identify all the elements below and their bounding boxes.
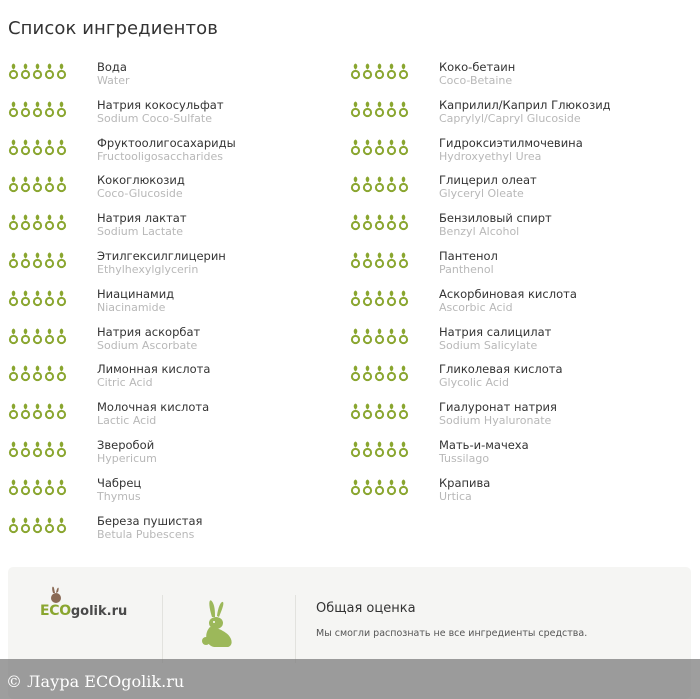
ingredient-name[interactable]: Этилгексилглицерин bbox=[97, 248, 226, 263]
leaf-icon bbox=[374, 479, 385, 496]
leaf-icon bbox=[32, 403, 43, 420]
leaf-icon bbox=[56, 101, 67, 118]
leaf-icon bbox=[8, 365, 19, 382]
card-divider-1 bbox=[162, 595, 163, 663]
ingredient-row[interactable] bbox=[350, 58, 690, 96]
ingredient-name[interactable]: Кокоглюкозид bbox=[97, 173, 185, 188]
leaf-icon bbox=[386, 139, 397, 156]
safety-rating bbox=[350, 403, 409, 420]
safety-rating bbox=[8, 403, 67, 420]
leaf-icon bbox=[8, 252, 19, 269]
ingredient-name[interactable]: Глицерил олеат bbox=[439, 173, 537, 188]
leaf-icon bbox=[44, 479, 55, 496]
ingredient-row[interactable] bbox=[8, 474, 348, 512]
leaf-icon bbox=[398, 290, 409, 307]
ingredient-row[interactable] bbox=[350, 474, 690, 512]
ingredient-latin-name: Thymus bbox=[97, 489, 141, 503]
leaf-icon bbox=[386, 441, 397, 458]
safety-rating bbox=[8, 290, 67, 307]
leaf-icon bbox=[350, 139, 361, 156]
leaf-icon bbox=[398, 479, 409, 496]
leaf-icon bbox=[362, 176, 373, 193]
leaf-icon bbox=[398, 101, 409, 118]
ingredient-latin-name: Sodium Ascorbate bbox=[97, 338, 198, 352]
safety-rating bbox=[8, 479, 67, 496]
leaf-icon bbox=[44, 101, 55, 118]
overall-rating-title: Общая оценка bbox=[316, 601, 416, 616]
leaf-icon bbox=[374, 365, 385, 382]
leaf-icon bbox=[20, 290, 31, 307]
ingredient-latin-name: Ascorbic Acid bbox=[439, 300, 513, 314]
ingredient-row[interactable] bbox=[350, 436, 690, 474]
leaf-icon bbox=[56, 214, 67, 231]
leaf-icon bbox=[362, 139, 373, 156]
safety-rating bbox=[350, 252, 409, 269]
safety-rating bbox=[350, 176, 409, 193]
safety-rating bbox=[8, 252, 67, 269]
ingredient-row[interactable] bbox=[8, 209, 348, 247]
ingredient-row[interactable] bbox=[350, 398, 690, 436]
leaf-icon bbox=[8, 403, 19, 420]
leaf-icon bbox=[32, 101, 43, 118]
ingredient-row[interactable] bbox=[350, 134, 690, 172]
ingredient-name[interactable]: Гидроксиэтилмочевина bbox=[439, 135, 583, 150]
leaf-icon bbox=[8, 63, 19, 80]
leaf-icon bbox=[8, 139, 19, 156]
safety-rating bbox=[8, 139, 67, 156]
safety-rating bbox=[8, 214, 67, 231]
ingredient-column-left bbox=[8, 58, 348, 549]
leaf-icon bbox=[374, 403, 385, 420]
leaf-icon bbox=[362, 328, 373, 345]
ingredient-row[interactable] bbox=[350, 96, 690, 134]
safety-rating bbox=[350, 290, 409, 307]
logo-bunny-icon bbox=[49, 585, 65, 607]
leaf-icon bbox=[350, 63, 361, 80]
leaf-icon bbox=[8, 176, 19, 193]
leaf-icon bbox=[362, 441, 373, 458]
leaf-icon bbox=[386, 176, 397, 193]
leaf-icon bbox=[386, 479, 397, 496]
leaf-icon bbox=[386, 365, 397, 382]
safety-rating bbox=[8, 328, 67, 345]
leaf-icon bbox=[398, 252, 409, 269]
leaf-icon bbox=[20, 517, 31, 534]
ingredient-row[interactable] bbox=[8, 436, 348, 474]
watermark-text: © Лаура ECOgolik.ru bbox=[6, 672, 185, 691]
ingredient-name[interactable]: Коко-бетаин bbox=[439, 60, 516, 74]
ingredient-row[interactable] bbox=[8, 58, 348, 96]
leaf-icon bbox=[44, 517, 55, 534]
leaf-icon bbox=[374, 441, 385, 458]
leaf-icon bbox=[362, 101, 373, 118]
leaf-icon bbox=[44, 63, 55, 80]
leaf-icon bbox=[56, 365, 67, 382]
ingredient-row[interactable] bbox=[350, 360, 690, 398]
leaf-icon bbox=[386, 403, 397, 420]
leaf-icon bbox=[56, 403, 67, 420]
leaf-icon bbox=[8, 479, 19, 496]
ingredient-name[interactable]: Гликолевая кислота bbox=[439, 362, 563, 377]
safety-rating bbox=[350, 101, 409, 118]
page-title: Список ингредиентов bbox=[8, 18, 218, 39]
leaf-icon bbox=[44, 403, 55, 420]
overall-rating-note: Мы смогли распознать не все ингредиенты средства. bbox=[316, 628, 588, 639]
ingredient-row[interactable] bbox=[8, 512, 348, 550]
leaf-icon bbox=[362, 403, 373, 420]
leaf-icon bbox=[8, 214, 19, 231]
ingredient-latin-name: Tussilago bbox=[439, 451, 490, 465]
leaf-icon bbox=[398, 403, 409, 420]
leaf-icon bbox=[56, 517, 67, 534]
leaf-icon bbox=[350, 176, 361, 193]
ingredient-name[interactable]: Бензиловый спирт bbox=[439, 211, 552, 226]
safety-rating bbox=[8, 517, 67, 534]
leaf-icon bbox=[44, 139, 55, 156]
leaf-icon bbox=[20, 441, 31, 458]
safety-rating bbox=[350, 479, 409, 496]
ingredient-row[interactable] bbox=[8, 134, 348, 172]
rabbit-icon bbox=[198, 597, 238, 649]
leaf-icon bbox=[350, 252, 361, 269]
ingredient-name[interactable]: Каприлил/Каприл Глюкозид bbox=[439, 97, 611, 112]
ingredient-latin-name: Panthenol bbox=[439, 262, 494, 276]
safety-rating bbox=[350, 63, 409, 80]
ingredient-name[interactable]: Гиалуронат натрия bbox=[439, 400, 557, 415]
leaf-icon bbox=[350, 214, 361, 231]
ingredient-latin-name: Sodium Lactate bbox=[97, 225, 183, 239]
ingredient-row[interactable] bbox=[350, 285, 690, 323]
leaf-icon bbox=[44, 214, 55, 231]
leaf-icon bbox=[56, 441, 67, 458]
leaf-icon bbox=[20, 328, 31, 345]
leaf-icon bbox=[374, 139, 385, 156]
leaf-icon bbox=[386, 214, 397, 231]
ingredient-latin-name: Sodium Salicylate bbox=[439, 338, 538, 352]
leaf-icon bbox=[32, 139, 43, 156]
leaf-icon bbox=[32, 176, 43, 193]
leaf-icon bbox=[374, 214, 385, 231]
ingredient-latin-name: Sodium Coco-Sulfate bbox=[97, 111, 213, 125]
ingredient-latin-name: Water bbox=[97, 74, 130, 87]
ingredient-row[interactable] bbox=[8, 171, 348, 209]
leaf-icon bbox=[386, 63, 397, 80]
leaf-icon bbox=[350, 479, 361, 496]
ingredient-column-right bbox=[350, 58, 690, 512]
leaf-icon bbox=[386, 101, 397, 118]
leaf-icon bbox=[386, 328, 397, 345]
leaf-icon bbox=[56, 176, 67, 193]
ingredient-name[interactable]: Молочная кислота bbox=[97, 400, 210, 415]
leaf-icon bbox=[56, 63, 67, 80]
leaf-icon bbox=[398, 328, 409, 345]
leaf-icon bbox=[362, 479, 373, 496]
ingredient-name[interactable]: Пантенол bbox=[439, 248, 498, 263]
safety-rating bbox=[350, 139, 409, 156]
leaf-icon bbox=[56, 290, 67, 307]
leaf-icon bbox=[32, 290, 43, 307]
leaf-icon bbox=[32, 479, 43, 496]
leaf-icon bbox=[398, 139, 409, 156]
leaf-icon bbox=[398, 214, 409, 231]
ingredient-name[interactable]: Ниацинамид bbox=[97, 286, 175, 301]
leaf-icon bbox=[398, 441, 409, 458]
ingredient-name[interactable]: Лимонная кислота bbox=[97, 362, 211, 377]
ingredient-name[interactable]: Береза пушистая bbox=[97, 513, 203, 528]
leaf-icon bbox=[362, 252, 373, 269]
leaf-icon bbox=[362, 365, 373, 382]
ingredient-latin-name: Caprylyl/Capryl Glucoside bbox=[439, 111, 581, 125]
leaf-icon bbox=[350, 290, 361, 307]
leaf-icon bbox=[32, 365, 43, 382]
leaf-icon bbox=[20, 365, 31, 382]
leaf-icon bbox=[350, 403, 361, 420]
leaf-icon bbox=[362, 63, 373, 80]
leaf-icon bbox=[32, 328, 43, 345]
leaf-icon bbox=[350, 441, 361, 458]
ingredient-latin-name: Fructooligosaccharides bbox=[97, 149, 224, 163]
leaf-icon bbox=[20, 479, 31, 496]
leaf-icon bbox=[386, 252, 397, 269]
ingredient-row[interactable] bbox=[8, 285, 348, 323]
ingredient-row[interactable] bbox=[350, 247, 690, 285]
leaf-icon bbox=[56, 328, 67, 345]
ingredient-latin-name: Glyceryl Oleate bbox=[439, 187, 524, 201]
safety-rating bbox=[8, 176, 67, 193]
ingredient-latin-name: Urtica bbox=[439, 489, 472, 503]
ingredient-name[interactable]: Зверобой bbox=[97, 437, 155, 452]
leaf-icon bbox=[44, 441, 55, 458]
leaf-icon bbox=[398, 63, 409, 80]
leaf-icon bbox=[32, 517, 43, 534]
leaf-icon bbox=[8, 101, 19, 118]
ingredient-row[interactable] bbox=[8, 247, 348, 285]
safety-rating bbox=[8, 365, 67, 382]
leaf-icon bbox=[44, 252, 55, 269]
ingredient-latin-name: Hypericum bbox=[97, 451, 157, 465]
logo-eco-text: ECO bbox=[40, 603, 71, 619]
leaf-icon bbox=[374, 328, 385, 345]
leaf-icon bbox=[32, 441, 43, 458]
leaf-icon bbox=[20, 403, 31, 420]
ingredient-name[interactable]: Чабрец bbox=[97, 475, 142, 490]
leaf-icon bbox=[398, 176, 409, 193]
safety-rating bbox=[8, 101, 67, 118]
leaf-icon bbox=[44, 176, 55, 193]
ingredient-name[interactable]: Фруктоолигосахариды bbox=[97, 135, 236, 150]
ingredient-latin-name: Betula Pubescens bbox=[97, 527, 195, 541]
leaf-icon bbox=[44, 365, 55, 382]
leaf-icon bbox=[350, 365, 361, 382]
ingredient-latin-name: Hydroxyethyl Urea bbox=[439, 149, 542, 163]
ingredient-row[interactable] bbox=[8, 323, 348, 361]
safety-rating bbox=[350, 214, 409, 231]
leaf-icon bbox=[374, 176, 385, 193]
leaf-icon bbox=[8, 441, 19, 458]
leaf-icon bbox=[44, 328, 55, 345]
leaf-icon bbox=[20, 176, 31, 193]
ecogolik-logo[interactable] bbox=[40, 603, 127, 619]
leaf-icon bbox=[20, 139, 31, 156]
leaf-icon bbox=[386, 290, 397, 307]
watermark-bar bbox=[0, 659, 700, 699]
leaf-icon bbox=[20, 101, 31, 118]
ingredient-row[interactable] bbox=[8, 398, 348, 436]
leaf-icon bbox=[362, 290, 373, 307]
leaf-icon bbox=[56, 139, 67, 156]
ingredient-row[interactable] bbox=[8, 96, 348, 134]
ingredient-row[interactable] bbox=[8, 360, 348, 398]
ingredient-name[interactable]: Натрия аскорбат bbox=[97, 324, 201, 339]
ingredient-latin-name: Niacinamide bbox=[97, 300, 166, 314]
logo-domain-text: golik.ru bbox=[70, 604, 128, 619]
leaf-icon bbox=[374, 290, 385, 307]
leaf-icon bbox=[20, 63, 31, 80]
leaf-icon bbox=[374, 101, 385, 118]
leaf-icon bbox=[362, 214, 373, 231]
leaf-icon bbox=[374, 63, 385, 80]
safety-rating bbox=[8, 63, 67, 80]
ingredient-latin-name: Coco-Glucoside bbox=[97, 187, 183, 201]
leaf-icon bbox=[56, 252, 67, 269]
leaf-icon bbox=[8, 517, 19, 534]
ingredient-name[interactable]: Вода bbox=[97, 60, 127, 74]
leaf-icon bbox=[398, 365, 409, 382]
ingredient-name[interactable]: Аскорбиновая кислота bbox=[439, 286, 577, 301]
ingredient-name[interactable]: Крапива bbox=[439, 475, 491, 490]
safety-rating bbox=[350, 328, 409, 345]
ingredient-latin-name: Ethylhexylglycerin bbox=[97, 262, 199, 276]
ingredient-name[interactable]: Натрия кокосульфат bbox=[97, 97, 224, 112]
ingredient-latin-name: Coco-Betaine bbox=[439, 74, 513, 87]
ingredient-row[interactable] bbox=[350, 323, 690, 361]
leaf-icon bbox=[374, 252, 385, 269]
leaf-icon bbox=[8, 290, 19, 307]
leaf-icon bbox=[350, 101, 361, 118]
ingredient-row[interactable] bbox=[350, 209, 690, 247]
leaf-icon bbox=[44, 290, 55, 307]
leaf-icon bbox=[32, 214, 43, 231]
leaf-icon bbox=[56, 479, 67, 496]
ingredient-row[interactable] bbox=[350, 171, 690, 209]
ingredient-latin-name: Citric Acid bbox=[97, 376, 153, 390]
ingredient-latin-name: Sodium Hyaluronate bbox=[439, 414, 552, 428]
ingredient-name[interactable]: Натрия лактат bbox=[97, 211, 187, 226]
leaf-icon bbox=[350, 328, 361, 345]
card-divider-2 bbox=[295, 595, 296, 663]
ingredient-name[interactable]: Мать-и-мачеха bbox=[439, 437, 529, 452]
ingredient-name[interactable]: Натрия салицилат bbox=[439, 324, 552, 339]
ingredient-latin-name: Benzyl Alcohol bbox=[439, 225, 520, 239]
safety-rating bbox=[350, 365, 409, 382]
ingredient-latin-name: Glycolic Acid bbox=[439, 376, 509, 390]
leaf-icon bbox=[32, 252, 43, 269]
leaf-icon bbox=[8, 328, 19, 345]
safety-rating bbox=[350, 441, 409, 458]
leaf-icon bbox=[20, 214, 31, 231]
leaf-icon bbox=[20, 252, 31, 269]
safety-rating bbox=[8, 441, 67, 458]
ingredient-latin-name: Lactic Acid bbox=[97, 414, 157, 428]
leaf-icon bbox=[32, 63, 43, 80]
